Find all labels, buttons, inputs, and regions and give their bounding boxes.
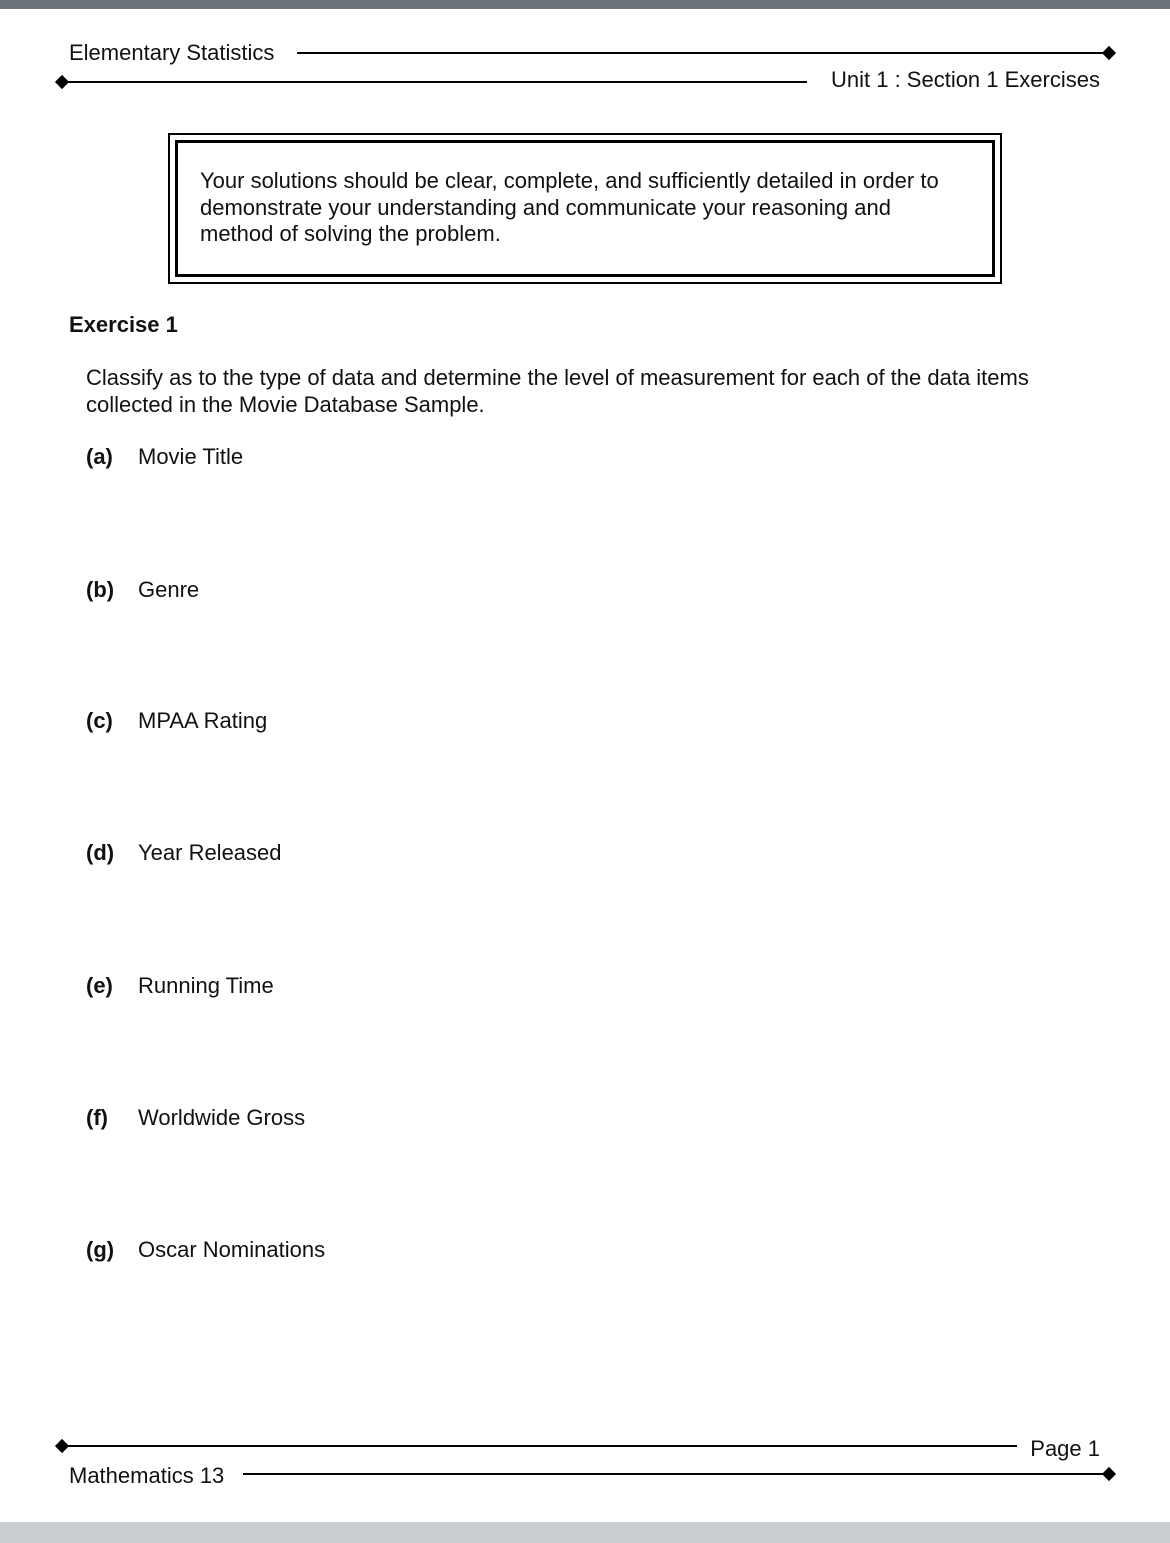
footer-course-number: Mathematics 13	[69, 1463, 225, 1488]
footer-rule-top	[62, 1445, 1017, 1447]
header-rule-bottom	[62, 81, 807, 83]
exercise-title: Exercise 1	[69, 312, 178, 337]
item-label: (b)	[86, 577, 115, 602]
item-text: Oscar Nominations	[138, 1237, 326, 1262]
footer-page-number: Page 1	[1030, 1436, 1100, 1461]
item-label: (f)	[86, 1105, 108, 1130]
header-rule-top	[297, 52, 1105, 54]
item-text: MPAA Rating	[138, 708, 268, 733]
exercise-prompt: Classify as to the type of data and determine the level of measurement for each of the data items collected in the Movie Database Sample.	[86, 365, 1029, 417]
header-section-title: Unit 1 : Section 1 Exercises	[830, 67, 1100, 92]
bottom-border-bar	[0, 1522, 1170, 1543]
item-label: (e)	[86, 973, 113, 998]
item-label: (g)	[86, 1237, 115, 1262]
item-label: (c)	[86, 708, 113, 733]
top-border-bar	[0, 0, 1170, 9]
footer-diamond-right	[1102, 1467, 1116, 1481]
item-text: Year Released	[138, 840, 282, 865]
item-text: Running Time	[138, 973, 274, 998]
item-label: (d)	[86, 840, 115, 865]
footer-rule-bottom	[243, 1473, 1105, 1475]
header-course-title: Elementary Statistics	[69, 40, 275, 65]
header-diamond-right	[1102, 46, 1116, 60]
item-text: Worldwide Gross	[138, 1105, 306, 1130]
item-text: Genre	[138, 577, 200, 602]
item-text: Movie Title	[138, 444, 244, 469]
item-label: (a)	[86, 444, 113, 469]
instructions-box	[168, 133, 1002, 284]
instructions-text: Your solutions should be clear, complete, and sufficiently detailed in order to demonstrate your understanding and communicate your reasoning and method of solving the problem.	[200, 168, 939, 246]
